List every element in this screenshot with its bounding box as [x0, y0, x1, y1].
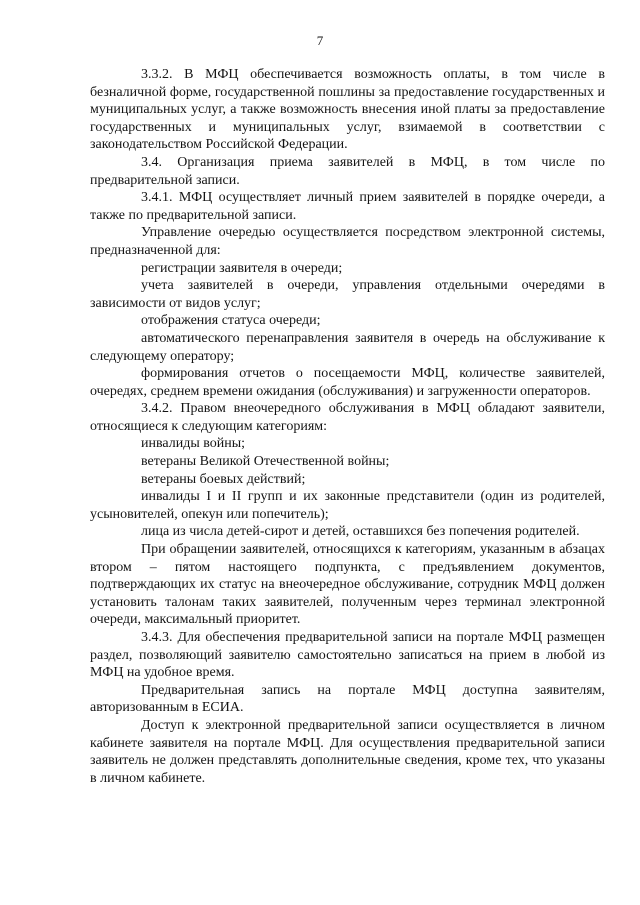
- paragraph-priority: При обращении заявителей, относящихся к категориям, указанным в абзацах втором – пятом настоящего подпункта, с предъявлением документов, подтверждающих их статус на внеочередное обслуживание, сотрудник МФЦ должен установить талонам таких заявителей, полученным через терминал электронной очереди, максимальный приоритет.: [90, 542, 605, 628]
- paragraph-3-4: 3.4. Организация приема заявителей в МФЦ, в том числе по предварительной записи.: [90, 154, 605, 188]
- paragraph-3-3-2: 3.3.2. В МФЦ обеспечивается возможность оплаты, в том числе в безналичной форме, государственной пошлины за предоставление государственных и муниципальных услуг, а также возможность внесения иной платы за предоставление государственных и муниципальных услуг, взимаемой в соответствии с законодательством Российской Федерации.: [90, 67, 605, 153]
- list-item-auto-redirect: автоматического перенаправления заявителя в очередь на обслуживание к следующему оператору;: [90, 330, 605, 364]
- paragraph-3-4-2: 3.4.2. Правом внеочередного обслуживания в МФЦ обладают заявители, относящиеся к следующим категориям:: [90, 401, 605, 434]
- paragraph-esia: Предварительная запись на портале МФЦ доступна заявителям, авторизованным в ЕСИА.: [90, 682, 605, 716]
- list-item-war-invalids: инвалиды войны;: [141, 436, 246, 452]
- list-item-reports: формирования отчетов о посещаемости МФЦ, количестве заявителей, очередях, среднем времени ожидания (обслуживания) и загруженности операторов.: [90, 366, 605, 399]
- list-item-combat-veterans: ветераны боевых действий;: [141, 471, 306, 487]
- list-item-orphans: лица из числа детей-сирот и детей, оставшихся без попечения родителей.: [141, 524, 580, 540]
- paragraph-3-4-1: 3.4.1. МФЦ осуществляет личный прием заявителей в порядке очереди, а также по предварительной записи.: [90, 190, 605, 223]
- paragraph-3-4-3: 3.4.3. Для обеспечения предварительной записи на портале МФЦ размещен раздел, позволяющий заявителю самостоятельно записаться на прием в любой из МФЦ на удобное время.: [90, 630, 605, 681]
- document-body: [90, 66, 605, 787]
- list-item-wwii-veterans: ветераны Великой Отечественной войны;: [141, 454, 390, 470]
- list-item-accounting: учета заявителей в очереди, управления отдельными очередями в зависимости от видов услуг;: [90, 278, 605, 311]
- paragraph-personal-cabinet: Доступ к электронной предварительной записи осуществляется в личном кабинете заявителя на портале МФЦ. Для осуществления предварительной записи заявитель не должен представлять дополнительные сведения, кроме тех, что указаны в личном кабинете.: [90, 717, 605, 786]
- list-item-disabled-groups: инвалиды I и II групп и их законные представители (один из родителей, усыновителей, опекун или попечитель);: [90, 489, 605, 522]
- page-number: 7: [316, 33, 324, 48]
- paragraph-queue-system: Управление очередью осуществляется посредством электронной системы, предназначенной для:: [90, 225, 605, 258]
- list-item-status-display: отображения статуса очереди;: [141, 313, 321, 329]
- list-item-registration: регистрации заявителя в очереди;: [141, 260, 343, 276]
